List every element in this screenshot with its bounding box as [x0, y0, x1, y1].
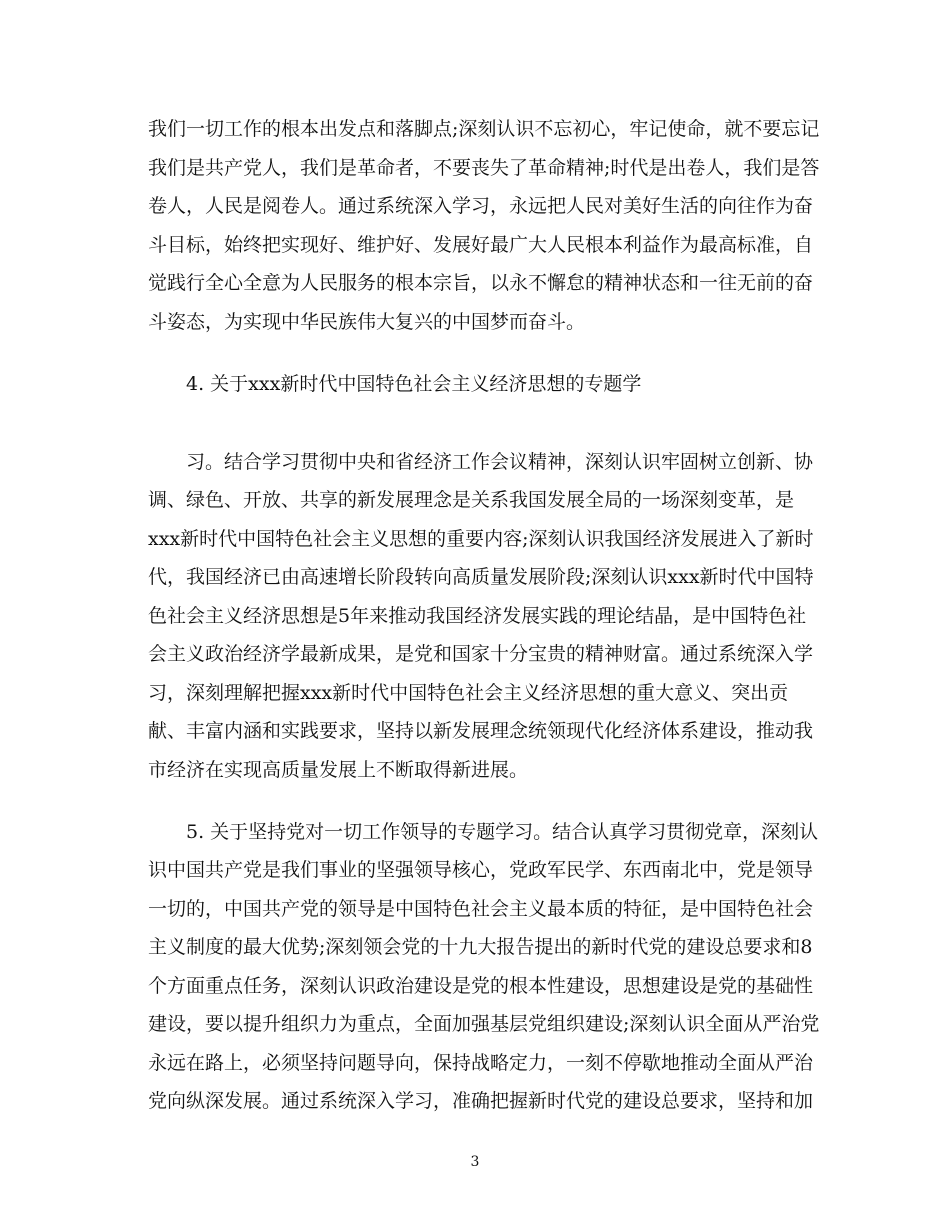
paragraph-line: 个方面重点任务，深刻认识政治建设是党的根本性建设，思想建设是党的基础性 [148, 975, 814, 997]
paragraph-line: 永远在路上，必须坚持问题导向，保持战略定力，一刻不停歇地推动全面从严治 [148, 1052, 814, 1074]
paragraph-line: 5. 关于坚持党对一切工作领导的专题学习。结合认真学习贯彻党章，深刻认 [186, 821, 819, 843]
paragraph-line: 代，我国经济已由高速增长阶段转向高质量发展阶段;深刻认识xxx新时代中国特 [148, 566, 814, 588]
paragraph-line: 色社会主义经济思想是5年来推动我国经济发展实践的理论结晶，是中国特色社 [148, 605, 807, 627]
paragraph-line: 我们是共产党人，我们是革命者，不要丧失了革命精神;时代是出卷人，我们是答 [148, 157, 820, 179]
paragraph-line: 市经济在实现高质量发展上不断取得新进展。 [148, 759, 529, 781]
paragraph-line: 习。结合学习贯彻中央和省经济工作会议精神，深刻认识牢固树立创新、协 [186, 451, 814, 473]
paragraph-line: 卷人，人民是阅卷人。通过系统深入学习，永远把人民对美好生活的向往作为奋 [148, 195, 814, 217]
paragraph-line: 党向纵深发展。通过系统深入学习，准确把握新时代党的建设总要求，坚持和加 [148, 1090, 814, 1112]
paragraph-line: 我们一切工作的根本出发点和落脚点;深刻认识不忘初心，牢记使命，就不要忘记 [148, 118, 820, 140]
paragraph-line: 建设，要以提升组织力为重点，全面加强基层党组织建设;深刻认识全面从严治党 [148, 1013, 820, 1035]
paragraph-line: 觉践行全心全意为人民服务的根本宗旨，以永不懈怠的精神状态和一往无前的奋 [148, 272, 814, 294]
paragraph-line: 主义制度的最大优势;深刻领会党的十九大报告提出的新时代党的建设总要求和8 [148, 936, 813, 958]
paragraph-line: 斗姿态，为实现中华民族伟大复兴的中国梦而奋斗。 [148, 311, 586, 333]
paragraph-line: xxx新时代中国特色社会主义思想的重要内容;深刻认识我国经济发展进入了新时 [148, 528, 814, 550]
paragraph-line: 献、丰富内涵和实践要求，坚持以新发展理念统领现代化经济体系建设，推动我 [148, 720, 814, 742]
paragraph-line: 斗目标，始终把实现好、维护好、发展好最广大人民根本利益作为最高标准，自 [148, 234, 814, 256]
paragraph-line: 识中国共产党是我们事业的坚强领导核心，党政军民学、东西南北中，党是领导 [148, 859, 814, 881]
paragraph-line: 会主义政治经济学最新成果，是党和国家十分宝贵的精神财富。通过系统深入学 [148, 643, 814, 665]
paragraph-line: 一切的，中国共产党的领导是中国特色社会主义最本质的特征，是中国特色社会 [148, 898, 814, 920]
paragraph-line: 调、绿色、开放、共享的新发展理念是关系我国发展全局的一场深刻变革，是 [148, 489, 795, 511]
paragraph-line: 习，深刻理解把握xxx新时代中国特色社会主义经济思想的重大意义、突出贡 [148, 682, 789, 704]
section-heading: 4. 关于xxx新时代中国特色社会主义经济思想的专题学 [186, 373, 642, 395]
page-number: 3 [470, 1154, 480, 1170]
